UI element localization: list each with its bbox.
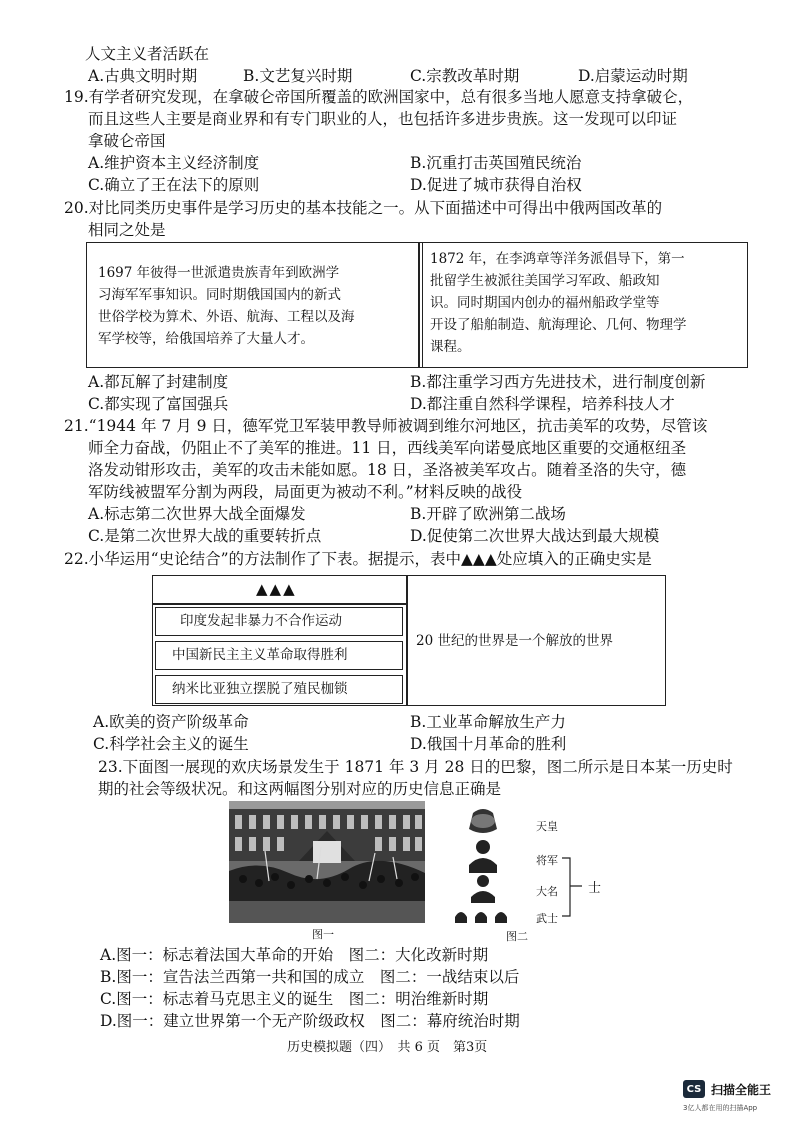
q20-option-a: A.都瓦解了封建制度 <box>88 373 229 391</box>
fig2-label-daimyo: 大名 <box>536 885 558 898</box>
q22-option-a: A.欧美的资产阶级革命 <box>93 713 249 731</box>
q18-option-d: D.启蒙运动时期 <box>578 67 688 85</box>
scanner-logo <box>683 1080 771 1098</box>
q20-left-line-1: 1697 年彼得一世派遣贵族青年到欧洲学 <box>98 265 340 281</box>
fig2-label-shogun: 将军 <box>536 854 558 867</box>
scanner-badge-icon: CS <box>683 1080 705 1098</box>
q23-option-b: B.图一：宣告法兰西第一共和国的成立 图二：一战结束以后 <box>100 968 520 986</box>
q22-line: 22.小华运用“史论结合”的方法制作了下表。据提示，表中▲▲▲处应填入的正确史实是 <box>64 550 652 568</box>
q20-left-line-4: 军学校等，给俄国培养了大量人才。 <box>98 331 314 347</box>
paris-celebration-image <box>229 801 425 923</box>
q20-option-b: B.都注重学习西方先进技术，进行制度创新 <box>410 373 706 391</box>
q19-option-d: D.促进了城市获得自治权 <box>410 176 582 194</box>
q20-box-divider-inner <box>422 242 423 368</box>
fig2-label-emperor: 天皇 <box>536 820 558 833</box>
fig1-caption: 图一 <box>312 928 334 941</box>
q21-line-3: 洛发动钳形攻击，美军的攻击未能如愿。18 日，圣洛被美军攻占。随着圣洛的失守，德 <box>88 461 687 479</box>
q21-option-d: D.促使第二次世界大战达到最大规模 <box>410 527 660 545</box>
q20-left-line-3: 世俗学校为算术、外语、航海、工程以及海 <box>98 309 355 325</box>
q23-line-2: 期的社会等级状况。和这两幅图分别对应的历史信息正确是 <box>98 780 502 798</box>
q21-line-2: 师全力奋战，仍阻止不了美军的推进。11 日，西线美军向诺曼底地区重要的交通枢纽圣 <box>88 439 687 457</box>
q22-table-header: ▲▲▲ <box>256 580 297 598</box>
q22-table-conclusion: 20 世纪的世界是一个解放的世界 <box>416 633 613 649</box>
q22-table-row-3: 纳米比亚独立摆脱了殖民枷锁 <box>172 681 348 697</box>
q19-option-a: A.维护资本主义经济制度 <box>88 154 260 172</box>
fig2-label-samurai: 武士 <box>536 912 558 925</box>
fig2-bracket <box>560 852 584 922</box>
q20-right-line-5: 课程。 <box>430 339 471 355</box>
q23-option-d: D.图一：建立世界第一个无产阶级政权 图二：幕府统治时期 <box>100 1012 520 1030</box>
scanner-name: 扫描全能王 <box>711 1082 772 1097</box>
q23-option-c: C.图一：标志着马克思主义的诞生 图二：明治维新时期 <box>100 990 489 1008</box>
q21-option-c: C.是第二次世界大战的重要转折点 <box>88 527 322 545</box>
q20-option-d: D.都注重自然科学课程，培养科技人才 <box>410 395 675 413</box>
fig2-label-shi: 士 <box>588 881 602 896</box>
q19-line-3: 拿破仑帝国 <box>88 132 166 150</box>
page-footer: 历史模拟题（四） 共 6 页 第3页 <box>287 1040 488 1055</box>
q22-table-divider <box>406 575 408 706</box>
q21-line-4: 军防线被盟军分割为两段，局面更为被动不利。”材料反映的战役 <box>88 483 523 501</box>
q22-option-d: D.俄国十月革命的胜利 <box>410 735 567 753</box>
q22-option-c: C.科学社会主义的诞生 <box>93 735 249 753</box>
q23-option-a: A.图一：标志着法国大革命的开始 图二：大化改新时期 <box>100 946 489 964</box>
q20-right-line-4: 开设了船舶制造、航海理论、几何、物理学 <box>430 317 687 333</box>
q20-box-divider <box>418 242 420 368</box>
q20-line-2: 相同之处是 <box>88 221 166 239</box>
q22-table-row-1: 印度发起非暴力不合作运动 <box>180 613 342 629</box>
q22-option-b: B.工业革命解放生产力 <box>410 713 566 731</box>
q23-line-1: 23.下面图一展现的欢庆场景发生于 1871 年 3 月 28 日的巴黎，图二所示是日本某一历史时 <box>98 758 733 776</box>
q19-option-b: B.沉重打击英国殖民统治 <box>410 154 582 172</box>
q21-option-a: A.标志第二次世界大战全面爆发 <box>88 505 306 523</box>
japan-hierarchy-diagram <box>443 801 523 925</box>
q22-table-row-rule-1 <box>152 603 406 605</box>
q22-table-row-2: 中国新民主主义革命取得胜利 <box>172 647 348 663</box>
q18-option-c: C.宗教改革时期 <box>410 67 520 85</box>
q21-option-b: B.开辟了欧洲第二战场 <box>410 505 566 523</box>
q20-right-line-3: 识。同时期国内创办的福州船政学堂等 <box>430 295 660 311</box>
q19-line-1: 19.有学者研究发现，在拿破仑帝国所覆盖的欧洲国家中，总有很多当地人愿意支持拿破仑， <box>64 88 694 106</box>
q20-right-line-2: 批留学生被派往美国学习军政、船政知 <box>430 273 660 289</box>
q20-line-1: 20.对比同类历史事件是学习历史的基本技能之一。从下面描述中可得出中俄两国改革的 <box>64 199 663 217</box>
q21-line-1: 21.“1944 年 7 月 9 日，德军党卫军装甲教导师被调到维尔河地区，抗击美军的攻势，尽管该 <box>64 417 708 435</box>
q20-right-line-1: 1872 年，在李鸿章等洋务派倡导下，第一 <box>430 251 685 267</box>
fig2-caption: 图二 <box>506 930 528 943</box>
q18-stem-tail: 人文主义者活跃在 <box>85 45 210 63</box>
q20-left-line-2: 习海军军事知识。同时期俄国国内的新式 <box>98 287 341 303</box>
scanner-tagline: 3亿人都在用的扫描App <box>683 1104 758 1112</box>
q18-option-a: A.古典文明时期 <box>88 67 198 85</box>
q19-option-c: C.确立了王在法下的原则 <box>88 176 260 194</box>
q20-option-c: C.都实现了富国强兵 <box>88 395 229 413</box>
q19-line-2: 而且这些人主要是商业界和有专门职业的人，也包括许多进步贵族。这一发现可以印证 <box>88 110 678 128</box>
q18-option-b: B.文艺复兴时期 <box>243 67 353 85</box>
